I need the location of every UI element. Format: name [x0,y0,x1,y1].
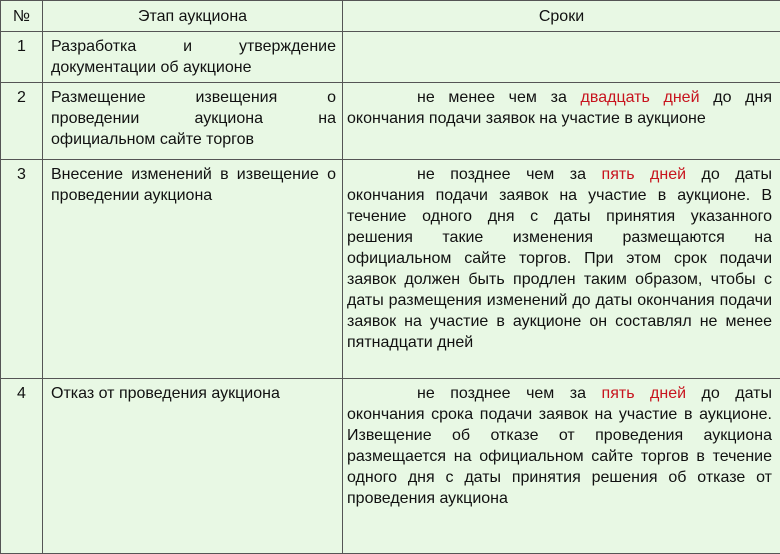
header-stage: Этап аукциона [43,1,343,32]
terms-highlight: пять дней [602,385,687,402]
terms-highlight: двадцать дней [581,89,700,106]
table-row [1,379,780,554]
terms-highlight: пять дней [602,166,687,183]
header-row [1,1,780,32]
stage-cell: Разработка и утверждение документации об аукционе [43,32,343,83]
row-number: 2 [1,83,43,160]
terms-text: до даты окончания срока подачи заявок на участие в аукционе. Извещение об отказе от проведения аукциона размещается на официальном сайте торгов в течение одного дня с даты принятия решения об отказе от проведения аукциона [347,385,772,507]
table-row [1,32,780,83]
stage-cell: Размещение извещения о проведении аукциона на официальном сайте торгов [43,83,343,160]
terms-cell [343,160,780,379]
stage-cell: Внесение изменений в извещение о проведении аукциона [43,160,343,379]
terms-text: не позднее чем за [417,385,602,402]
header-num: № [1,1,43,32]
terms-cell [343,379,780,554]
header-terms: Сроки [343,1,780,32]
row-number: 1 [1,32,43,83]
terms-cell [343,83,780,160]
row-number: 3 [1,160,43,379]
row-number: 4 [1,379,43,554]
terms-text: до даты окончания подачи заявок на участие в аукционе. В течение одного дня с даты принятия указанного решения такие изменения размещаются на официальном сайте торгов. При этом срок подачи заявок должен быть продлен таким образом, чтобы с даты размещения изменений до даты окончания подачи заявок на участие в аукционе он составлял не менее пятнадцати дней [347,166,772,351]
table-row [1,83,780,160]
terms-cell [343,32,780,83]
table-row [1,160,780,379]
terms-text: до дня окончания подачи заявок на участие в аукционе [347,89,772,127]
terms-text: не менее чем за [417,89,581,106]
stage-cell: Отказ от проведения аукциона [43,379,343,554]
terms-text: не позднее чем за [417,166,602,183]
